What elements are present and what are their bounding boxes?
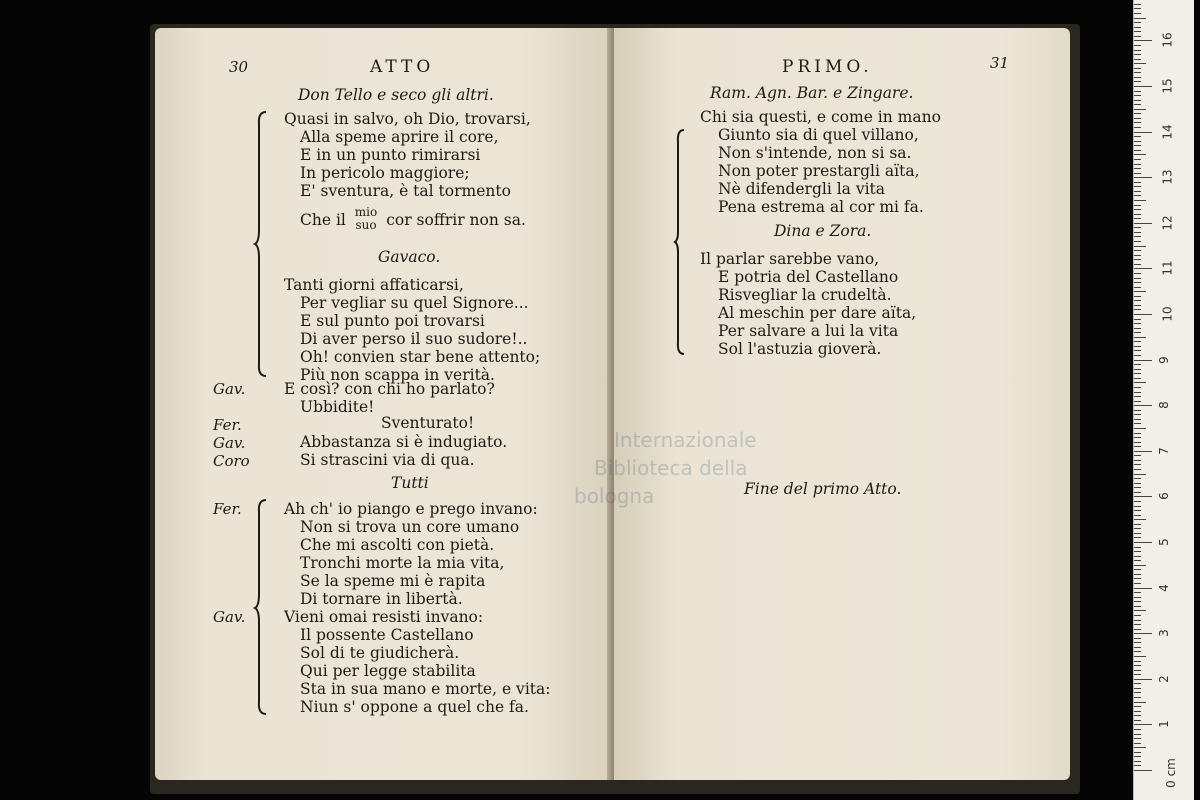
brace [254,498,268,716]
ruler-tick [1134,223,1152,224]
ruler-tick [1134,661,1141,662]
ruler-tick [1134,610,1146,611]
ruler-tick [1134,182,1141,183]
ruler-tick [1134,382,1146,383]
ruler-tick [1134,519,1146,520]
verse-line: E potria del Castellano [718,268,899,286]
ruler-tick [1134,127,1141,128]
ruler-tick [1134,95,1141,96]
ruler-tick [1134,40,1152,41]
ruler-tick [1134,510,1141,511]
ruler-tick [1134,54,1141,55]
verse-line: Più non scappa in verità. [300,366,495,384]
ruler-number: 11 [1160,260,1175,277]
ruler-tick [1134,692,1141,693]
verse-line: E' sventura, è tal tormento [300,182,511,200]
ruler-tick [1134,360,1152,361]
ruler-tick [1134,464,1141,465]
ruler-tick [1134,91,1141,92]
speaker-label: Gav. [213,608,246,626]
ruler-tick [1134,414,1141,415]
verse-line: Niun s' oppone a quel che fa. [300,698,529,716]
ruler-tick [1134,651,1141,652]
verse-line: Alla speme aprire il core, [300,128,499,146]
ruler-tick [1134,469,1141,470]
verse-line: Giunto sia di quel villano, [718,126,919,144]
ruler-tick [1134,346,1141,347]
ruler-tick [1134,433,1141,434]
measuring-ruler [1133,0,1194,800]
ruler-tick [1134,205,1141,206]
ruler-tick [1134,633,1152,634]
ruler-number: 15 [1160,78,1175,94]
ruler-tick [1134,428,1146,429]
ruler-tick [1134,72,1141,73]
ruler-tick [1134,27,1141,28]
ruler-tick [1134,688,1141,689]
ruler-unit-label: 0 cm [1163,758,1178,788]
verse-line: E sul punto poi trovarsi [300,312,485,330]
ruler-tick [1134,720,1141,721]
ruler-tick [1134,401,1141,402]
ruler-tick [1134,200,1146,201]
ruler-tick [1134,674,1141,675]
ruler-tick [1134,533,1141,534]
variant-top: mio [354,205,378,219]
ruler-tick [1134,77,1141,78]
ruler-tick [1134,81,1141,82]
verse-line: Di aver perso il suo sudore!.. [300,330,528,348]
verse-line: Se la speme mi è rapita [300,572,486,590]
verse-line: Ah ch' io piango e prego invano: [284,500,538,518]
ruler-tick [1134,177,1152,178]
ruler-tick [1134,246,1146,247]
ruler-tick [1134,8,1141,9]
ruler-tick [1134,496,1152,497]
verse-line: Sventurato! [381,414,475,432]
ruler-tick [1134,770,1152,771]
ruler-tick [1134,341,1141,342]
brace [674,128,686,356]
ruler-tick [1134,122,1141,123]
ruler-tick [1134,118,1141,119]
ruler-tick [1134,560,1141,561]
verse-line: Che mi ascolti con pietà. [300,536,495,554]
verse-line: Si strascini via di qua. [300,451,475,469]
ruler-tick [1134,63,1146,64]
ruler-tick [1134,4,1141,5]
ruler-tick [1134,620,1141,621]
verse-line: Ubbidite! [300,398,375,416]
ruler-tick [1134,606,1141,607]
variant-bottom: suo [355,218,377,232]
ruler-tick [1134,642,1141,643]
verse-text-after: cor soffrir non sa. [386,211,526,229]
verse-line: Sol l'astuzia gioverà. [718,340,882,358]
ruler-tick [1134,656,1146,657]
verse-line: Qui per legge stabilita [300,662,476,680]
ruler-number: 1 [1156,720,1171,729]
ruler-tick [1134,423,1141,424]
ruler-tick [1134,419,1141,420]
ruler-tick [1134,392,1141,393]
ruler-tick [1134,743,1141,744]
ruler-tick [1134,551,1141,552]
ruler-number: 2 [1156,674,1171,683]
ruler-tick [1134,332,1141,333]
right-page [574,28,1070,780]
ruler-tick [1134,588,1152,589]
ruler-tick [1134,442,1141,443]
ruler-tick [1134,387,1141,388]
ruler-number: 7 [1156,446,1171,455]
ruler-number: 10 [1160,306,1175,322]
ruler-tick [1134,765,1141,766]
ruler-tick [1134,350,1141,351]
ruler-tick [1134,697,1141,698]
ruler-tick [1134,273,1141,274]
verse-line [300,205,526,234]
verse-line: In pericolo maggiore; [300,164,470,182]
stage-direction: Don Tello e seco gli altri. [298,86,494,104]
ruler-tick [1134,250,1141,251]
verse-line: Sta in sua mano e morte, e vita: [300,680,551,698]
verse-line: Risvegliar la crudeltà. [718,286,892,304]
ruler-tick [1134,706,1141,707]
ruler-tick [1134,191,1141,192]
ruler-tick [1134,373,1141,374]
ruler-tick [1134,547,1141,548]
ruler-tick [1134,22,1141,23]
ruler-tick [1134,478,1141,479]
ruler-number: 12 [1160,215,1175,231]
ruler-number: 5 [1156,538,1171,546]
verse-line: Per salvare a lui la vita [718,322,899,340]
ruler-tick [1134,109,1146,110]
ruler-tick [1134,752,1141,753]
ruler-tick [1134,729,1141,730]
character-heading: Gavaco. [378,248,441,266]
ruler-tick [1134,287,1141,288]
verse-line: Vieni omai resisti invano: [284,608,484,626]
ruler-tick [1134,378,1141,379]
verse-line: Al meschin per dare aïta, [718,304,917,322]
ruler-number: 14 [1160,123,1175,140]
ruler-tick [1134,241,1141,242]
ruler-tick [1134,227,1141,228]
ruler-tick [1134,132,1152,133]
ruler-tick [1134,113,1141,114]
ruler-tick [1134,738,1141,739]
ruler-tick [1134,474,1146,475]
verse-line: Nè difendergli la vita [718,180,886,198]
ruler-tick [1134,574,1141,575]
ruler-tick [1134,309,1141,310]
ruler-tick [1134,136,1141,137]
ruler-tick [1134,31,1141,32]
stacked-variant [355,206,377,232]
ruler-tick [1134,601,1141,602]
verse-line: Per vegliar su quel Signore... [300,294,529,312]
ruler-tick [1134,100,1141,101]
ruler-tick [1134,734,1141,735]
ruler-tick [1134,597,1141,598]
ruler-tick [1134,756,1141,757]
ruler-tick [1134,154,1146,155]
verse-line: Tronchi morte la mia vita, [300,554,505,572]
page-number: 31 [990,54,1010,72]
verse-line: Oh! convien star bene attento; [300,348,541,366]
ruler-tick [1134,528,1141,529]
running-head: PRIMO. [782,57,873,77]
ruler-number: 13 [1160,169,1175,185]
ruler-tick [1134,337,1146,338]
ruler-tick [1134,615,1141,616]
ruler-tick [1134,164,1141,165]
page-number: 30 [229,58,249,76]
ruler-tick [1134,159,1141,160]
closing-line: Fine del primo Atto. [744,480,902,498]
ruler-tick [1134,715,1141,716]
ruler-tick [1134,232,1141,233]
ruler-tick [1134,268,1152,269]
ruler-tick [1134,59,1141,60]
ruler-tick [1134,451,1152,452]
speaker-label: Gav. [213,434,246,452]
ruler-tick [1134,141,1141,142]
ruler-tick [1134,236,1141,237]
left-page [155,28,611,780]
watermark-line: Biblioteca della [594,456,748,480]
ruler-tick [1134,104,1141,105]
ruler-tick [1134,578,1141,579]
brace [254,110,268,378]
ruler-tick [1134,36,1141,37]
ruler-tick [1134,186,1141,187]
ruler-tick [1134,629,1141,630]
stage-direction: Ram. Agn. Bar. e Zingare. [710,84,914,102]
ruler-number: 8 [1156,401,1171,410]
ruler-tick [1134,501,1141,502]
ruler-tick [1134,50,1141,51]
ruler-tick [1134,396,1141,397]
character-heading: Dina e Zora. [774,222,872,240]
ruler-tick [1134,218,1141,219]
ruler-tick [1134,13,1141,14]
ruler-tick [1134,305,1141,306]
ruler-tick [1134,314,1152,315]
ruler-tick [1134,264,1141,265]
ruler-tick [1134,446,1141,447]
ruler-tick [1134,278,1141,279]
verse-line: Sol di te giudicherà. [300,644,460,662]
ruler-tick [1134,761,1141,762]
ruler-tick [1134,369,1141,370]
ruler-number: 3 [1156,629,1171,638]
ruler-tick [1134,683,1141,684]
ruler-tick [1134,323,1141,324]
verse-line: Tanti giorni affaticarsi, [284,276,464,294]
speaker-label: Coro [213,452,250,470]
ruler-tick [1134,209,1141,210]
ruler-number: 6 [1156,492,1171,501]
ruler-tick [1134,18,1146,19]
verse-line: Il possente Castellano [300,626,474,644]
ruler-tick [1134,173,1141,174]
ruler-tick [1134,724,1152,725]
verse-line: Chi sia questi, e come in mano [700,108,941,126]
ruler-tick [1134,665,1141,666]
ruler-tick [1134,150,1141,151]
ruler-tick [1134,537,1141,538]
ruler-tick [1134,168,1141,169]
ruler-tick [1134,565,1146,566]
ruler-tick [1134,483,1141,484]
ruler-tick [1134,355,1141,356]
running-head: ATTO [370,57,435,77]
ruler-tick [1134,410,1141,411]
ruler-tick [1134,638,1141,639]
ruler-tick [1134,506,1141,507]
verse-line: Pena estrema al cor mi fa. [718,198,924,216]
ruler-tick [1134,300,1141,301]
ruler-tick [1134,437,1141,438]
ruler-tick [1134,460,1141,461]
verse-line: Non s'intende, non si sa. [718,144,912,162]
ruler-tick [1134,592,1141,593]
speaker-label: Fer. [213,416,242,434]
ruler-tick [1134,45,1141,46]
ruler-tick [1134,747,1146,748]
ruler-tick [1134,405,1152,406]
verse-line: Abbastanza si è indugiato. [300,433,508,451]
ruler-tick [1134,670,1141,671]
ruler-tick [1134,319,1141,320]
ruler-tick [1134,542,1152,543]
ruler-tick [1134,214,1141,215]
ruler-number: 16 [1160,32,1175,49]
ruler-tick [1134,624,1141,625]
ruler-tick [1134,679,1152,680]
ruler-tick [1134,569,1141,570]
verse-line: E così? con chi ho parlato? [284,380,495,398]
ruler-tick [1134,487,1141,488]
ruler-tick [1134,68,1141,69]
verse-line: Non si trova un core umano [300,518,520,536]
speaker-label: Fer. [213,500,242,518]
ruler-tick [1134,259,1141,260]
verse-line: Quasi in salvo, oh Dio, trovarsi, [284,110,531,128]
ruler-tick [1134,524,1141,525]
ruler-tick [1134,515,1141,516]
ruler-number: 9 [1156,355,1171,364]
character-heading: Tutti [391,474,429,492]
verse-line: Il parlar sarebbe vano, [700,250,880,268]
ruler-tick [1134,583,1141,584]
ruler-tick [1134,255,1141,256]
ruler-tick [1134,282,1141,283]
watermark-line: bologna [574,484,655,508]
watermark-line: Internazionale [614,428,757,452]
ruler-tick [1134,711,1141,712]
verse-text: Che il [300,211,346,229]
verse-line: E in un punto rimirarsi [300,146,481,164]
ruler-tick [1134,86,1152,87]
verse-line: Di tornare in libertà. [300,590,463,608]
ruler-tick [1134,702,1146,703]
ruler-tick [1134,364,1141,365]
ruler-tick [1134,291,1146,292]
ruler-tick [1134,145,1141,146]
ruler-tick [1134,195,1141,196]
ruler-tick [1134,647,1141,648]
ruler-tick [1134,296,1141,297]
verse-line: Non poter prestargli aïta, [718,162,920,180]
ruler-number: 4 [1156,583,1171,592]
ruler-tick [1134,328,1141,329]
ruler-tick [1134,455,1141,456]
speaker-label: Gav. [213,380,246,398]
ruler-tick [1134,492,1141,493]
ruler-tick [1134,556,1141,557]
